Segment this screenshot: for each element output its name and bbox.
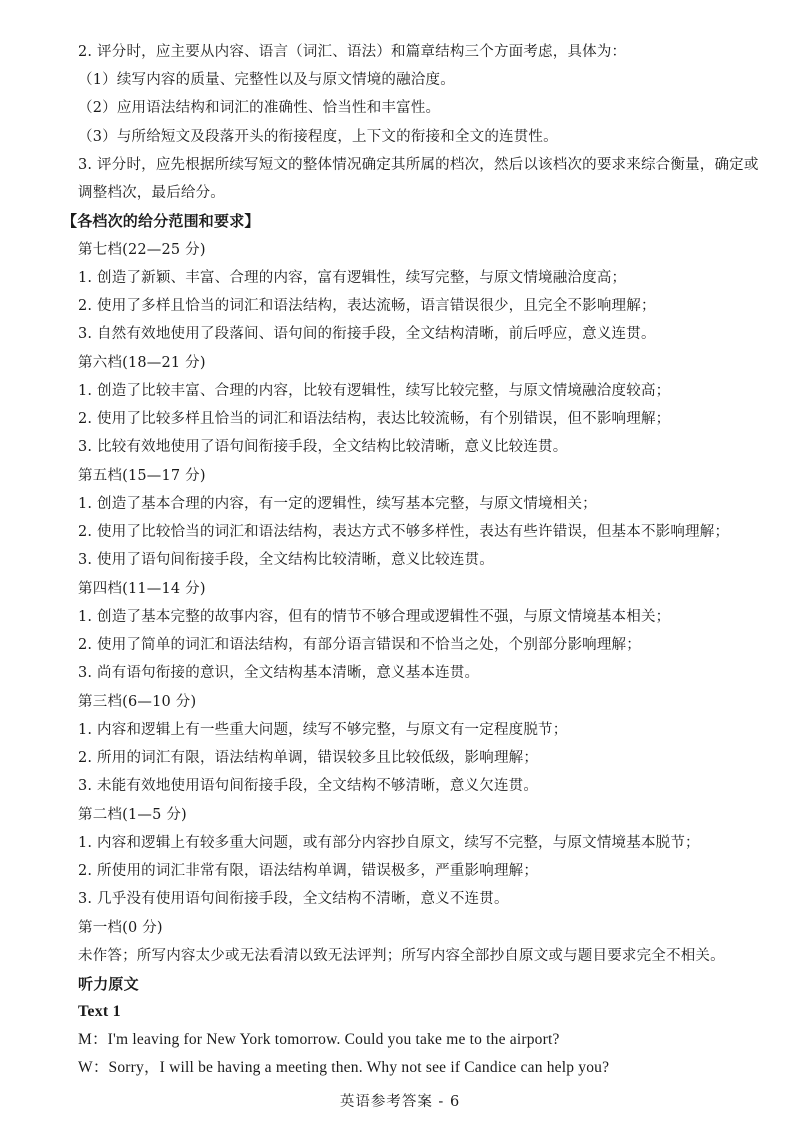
level-point: 2. 使用了简单的词汇和语法结构，有部分语言错误和不恰当之处，个别部分影响理解； bbox=[78, 637, 641, 653]
level-point: 3. 未能有效地使用语句间衔接手段，全文结构不够清晰，意义欠连贯。 bbox=[78, 778, 539, 794]
level-point: 1. 内容和逻辑上有一些重大问题，续写不够完整，与原文有一定程度脱节； bbox=[78, 722, 568, 738]
level-title: 第五档(15—17 分) bbox=[78, 468, 206, 484]
level-point: 2. 使用了多样且恰当的词汇和语法结构，表达流畅，语言错误很少，且完全不影响理解； bbox=[78, 298, 656, 314]
level-point: 1. 创造了基本合理的内容，有一定的逻辑性，续写基本完整，与原文情境相关； bbox=[78, 496, 597, 512]
level-point: 1. 创造了新颖、丰富、合理的内容，富有逻辑性，续写完整，与原文情境融洽度高； bbox=[78, 270, 627, 286]
dialogue-line-w: W：Sorry，I will be having a meeting then. Why not see if Candice can help you? bbox=[78, 1059, 610, 1076]
level-point: 2. 所使用的词汇非常有限，语法结构单调，错误极多，严重影响理解； bbox=[78, 863, 539, 879]
level-point: 1. 内容和逻辑上有较多重大问题，或有部分内容抄自原文，续写不完整，与原文情境基本脱节； bbox=[78, 835, 700, 851]
level-point: 1. 创造了比较丰富、合理的内容，比较有逻辑性，续写比较完整，与原文情境融洽度较高； bbox=[78, 383, 671, 399]
level-point: 2. 使用了比较多样且恰当的词汇和语法结构，表达比较流畅，有个别错误，但不影响理解； bbox=[78, 411, 671, 427]
dialogue-line-m: M：I'm leaving for New York tomorrow. Could you take me to the airport? bbox=[78, 1031, 560, 1048]
level-point: 2. 所用的词汇有限，语法结构单调，错误较多且比较低级，影响理解； bbox=[78, 750, 539, 766]
criteria-item-2: 2. 评分时，应主要从内容、语言（词汇、语法）和篇章结构三个方面考虑，具体为： bbox=[78, 44, 627, 60]
level-title: 第七档(22—25 分) bbox=[78, 242, 206, 258]
level-title: 第一档(0 分) bbox=[78, 920, 163, 936]
levels-heading: 【各档次的给分范围和要求】 bbox=[62, 212, 260, 230]
level-title: 第三档(6—10 分) bbox=[78, 694, 197, 710]
criteria-item-3-line-1: 3. 评分时，应先根据所续写短文的整体情况确定其所属的档次，然后以该档次的要求来综合衡量，确定或 bbox=[78, 157, 759, 173]
criteria-item-3-line-2: 调整档次，最后给分。 bbox=[78, 185, 225, 201]
criteria-sub-2: （2）应用语法结构和词汇的准确性、恰当性和丰富性。 bbox=[78, 100, 441, 116]
text-1-label: Text 1 bbox=[78, 1003, 121, 1020]
level-point: 1. 创造了基本完整的故事内容，但有的情节不够合理或逻辑性不强，与原文情境基本相关； bbox=[78, 609, 671, 625]
criteria-sub-3: （3）与所给短文及段落开头的衔接程度，上下文的衔接和全文的连贯性。 bbox=[78, 129, 558, 145]
level-point: 3. 尚有语句衔接的意识，全文结构基本清晰，意义基本连贯。 bbox=[78, 665, 480, 681]
level-point: 3. 自然有效地使用了段落间、语句间的衔接手段，全文结构清晰，前后呼应，意义连贯。 bbox=[78, 326, 656, 342]
level-point: 3. 比较有效地使用了语句间衔接手段，全文结构比较清晰，意义比较连贯。 bbox=[78, 439, 568, 455]
level-point: 2. 使用了比较恰当的词汇和语法结构，表达方式不够多样性，表达有些许错误，但基本不影响理解； bbox=[78, 524, 730, 540]
listening-heading: 听力原文 bbox=[78, 975, 139, 993]
level-title: 第六档(18—21 分) bbox=[78, 355, 206, 371]
level-title: 第四档(11—14 分) bbox=[78, 581, 206, 597]
level-title: 第二档(1—5 分) bbox=[78, 807, 187, 823]
page-footer: 英语参考答案 - 6 bbox=[339, 1094, 461, 1110]
criteria-sub-1: （1）续写内容的质量、完整性以及与原文情境的融洽度。 bbox=[78, 72, 455, 88]
level-point: 3. 使用了语句间衔接手段，全文结构比较清晰，意义比较连贯。 bbox=[78, 552, 494, 568]
level-point: 3. 几乎没有使用语句间衔接手段，全文结构不清晰，意义不连贯。 bbox=[78, 891, 509, 907]
level-point: 未作答；所写内容太少或无法看清以致无法评判；所写内容全部抄自原文或与题目要求完全不相关。 bbox=[78, 948, 725, 964]
